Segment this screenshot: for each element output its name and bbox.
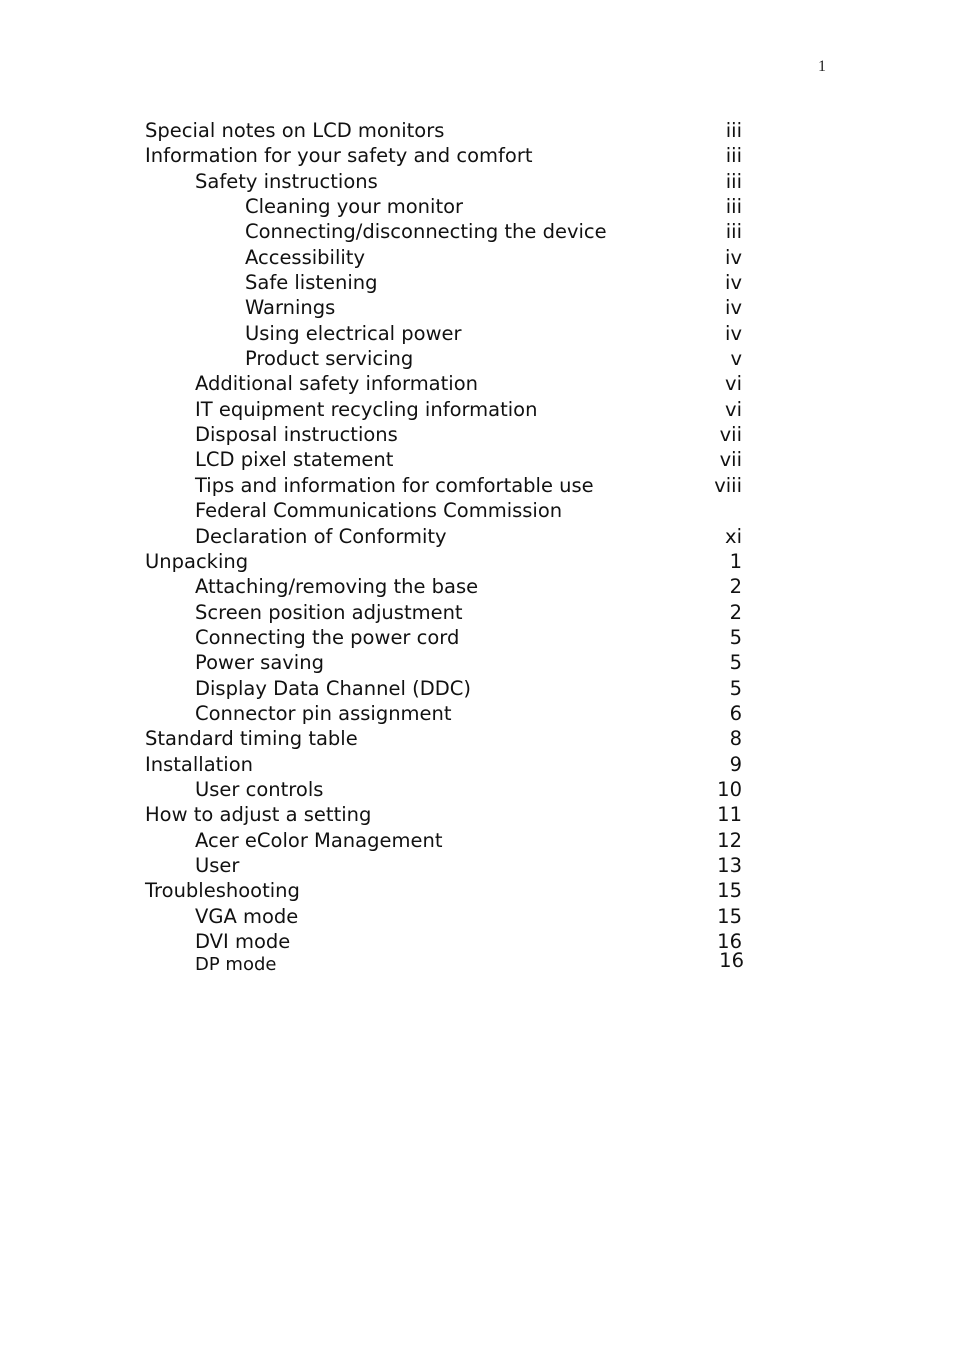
toc-entry[interactable] [145,524,745,549]
toc-entry-page: 16 [719,949,744,973]
toc-entry-title: Connecting the power cord [195,625,460,649]
toc-entry[interactable] [145,752,745,777]
toc-entry-page: iv [725,296,742,320]
toc-entry-title: Disposal instructions [195,423,398,447]
toc-entry[interactable] [145,828,745,853]
toc-entry-title: Installation [145,752,254,776]
toc-entry-page: iii [725,144,742,168]
toc-entry-title: Accessibility [245,245,365,269]
toc-entry-title: Warnings [245,296,336,320]
toc-entry-title: VGA mode [195,904,299,928]
toc-entry-title: Standard timing table [145,727,358,751]
toc-entry[interactable] [145,853,745,878]
toc-entry[interactable] [145,701,745,726]
toc-entry-title: IT equipment recycling information [195,397,538,421]
toc-entry[interactable] [145,625,745,650]
toc-entry-page: 5 [729,625,742,649]
toc-entry[interactable] [145,777,745,802]
toc-entry[interactable] [145,143,745,168]
toc-entry[interactable] [145,295,745,320]
toc-entry[interactable] [145,422,745,447]
toc-entry-page: 13 [717,853,742,877]
toc-entry-title: Screen position adjustment [195,600,463,624]
toc-entry-title: LCD pixel statement [195,448,394,472]
toc-entry-title: Connecting/disconnecting the device [245,220,607,244]
toc-entry-title: Connector pin assignment [195,701,452,725]
toc-entry-title: User [195,853,240,877]
toc-entry-page: 15 [717,879,742,903]
toc-entry[interactable] [145,245,745,270]
toc-entry-page: viii [714,473,742,497]
toc-entry-title: Cleaning your monitor [245,195,464,219]
toc-entry-page: 12 [717,828,742,852]
toc-entry-title: Special notes on LCD monitors [145,119,445,142]
toc-entry-title: Acer eColor Management [195,828,443,852]
toc-entry-title: Attaching/removing the base [195,575,479,599]
toc-entry-title: Safety instructions [195,169,378,193]
toc-entry[interactable] [145,650,745,675]
toc-entry-page: iii [725,220,742,244]
table-of-contents [145,118,745,976]
toc-entry[interactable] [145,802,745,827]
toc-entry-title: Product servicing [245,347,414,371]
toc-entry-page: vii [719,423,742,447]
toc-entry-page: 2 [729,575,742,599]
toc-entry[interactable] [145,600,745,625]
toc-entry-title: Tips and information for comfortable use [195,473,594,497]
toc-entry-title: Display Data Channel (DDC) [195,676,471,700]
toc-entry-page: 5 [729,676,742,700]
toc-entry-page: vi [725,372,742,396]
toc-entry[interactable] [145,346,745,371]
toc-entry-title: Information for your safety and comfort [145,144,533,168]
toc-entry-page: 1 [729,549,742,573]
toc-entry-page: v [730,347,742,371]
toc-entry[interactable] [145,676,745,701]
page-number: 1 [818,58,826,75]
toc-entry[interactable] [145,574,745,599]
toc-entry-page: vii [719,448,742,472]
toc-entry[interactable] [145,118,745,143]
toc-entry-page: iii [725,119,742,142]
toc-entry-page: 10 [717,777,742,801]
toc-entry-title: Using electrical power [245,321,462,345]
toc-entry[interactable] [145,371,745,396]
toc-entry-page: iii [725,169,742,193]
toc-entry-page: iv [725,321,742,345]
toc-entry[interactable] [145,949,745,976]
toc-entry-page: 9 [729,752,742,776]
toc-entry[interactable] [145,473,745,498]
toc-entry-page: 11 [717,803,742,827]
toc-entry-title: How to adjust a setting [145,803,372,827]
toc-entry-title: Safe listening [245,271,378,295]
toc-entry[interactable] [145,321,745,346]
toc-entry-page: 15 [717,904,742,928]
toc-entry-page: 2 [729,600,742,624]
toc-entry-title: DVI mode [195,930,291,953]
toc-entry-title: Declaration of Conformity [195,524,447,548]
toc-entry[interactable] [145,498,745,523]
toc-entry-title: Unpacking [145,549,249,573]
toc-entry[interactable] [145,929,745,954]
toc-entry-page: iv [725,271,742,295]
toc-entry-page: 6 [729,701,742,725]
toc-entry-title: User controls [195,777,324,801]
toc-entry[interactable] [145,904,745,929]
toc-entry-page: iii [725,195,742,219]
toc-entry-page: 16 [717,930,742,953]
toc-entry-page: 8 [729,727,742,751]
toc-entry-page: iv [725,245,742,269]
toc-entry-page: xi [725,524,742,548]
toc-entry-title: DP mode [195,954,277,976]
toc-entry[interactable] [145,219,745,244]
toc-entry[interactable] [145,549,745,574]
toc-entry-title: Power saving [195,651,324,675]
toc-entry[interactable] [145,397,745,422]
toc-entry-title: Additional safety information [195,372,478,396]
toc-entry-page: 5 [729,651,742,675]
toc-entry[interactable] [145,726,745,751]
toc-entry[interactable] [145,194,745,219]
toc-entry[interactable] [145,270,745,295]
toc-entry-title: Troubleshooting [145,879,300,903]
toc-entry-title: Federal Communications Commission [195,499,563,523]
toc-entry-page: vi [725,397,742,421]
toc-entry[interactable] [145,169,745,194]
toc-entry[interactable] [145,878,745,903]
toc-entry[interactable] [145,447,745,472]
